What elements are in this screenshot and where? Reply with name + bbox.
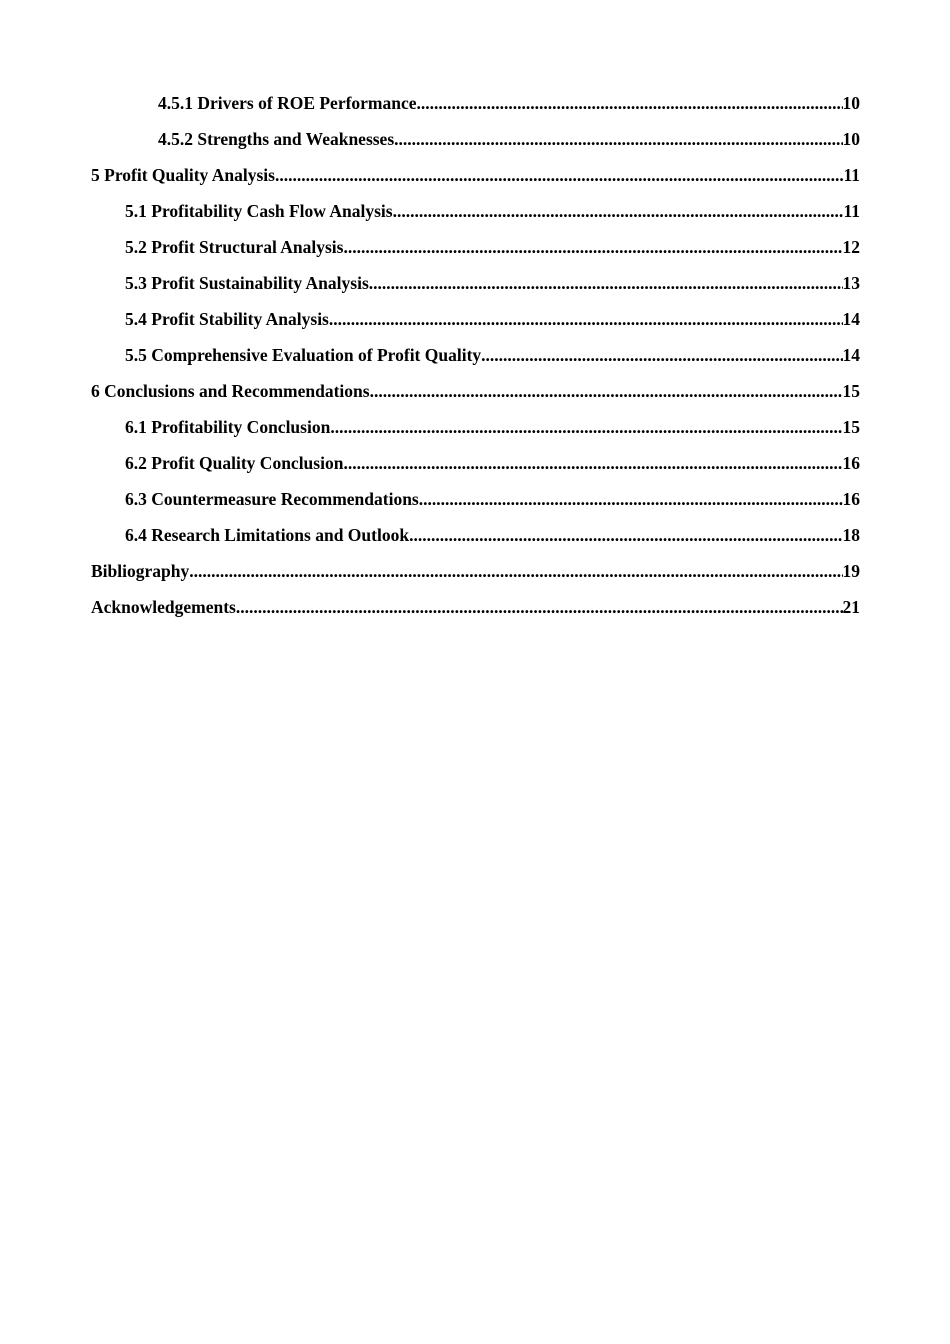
toc-page-number: 16 bbox=[842, 453, 860, 473]
toc-entry-5-3[interactable] bbox=[91, 270, 860, 306]
toc-entry-6-4[interactable] bbox=[91, 522, 860, 558]
toc-dot-leader bbox=[481, 342, 842, 368]
toc-entry-title: 5 Profit Quality Analysis bbox=[91, 165, 275, 185]
toc-dot-leader bbox=[329, 306, 843, 332]
toc-page-number: 10 bbox=[842, 129, 860, 149]
toc-entry-title: 6 Conclusions and Recommendations bbox=[91, 381, 370, 401]
table-of-contents bbox=[91, 90, 860, 630]
toc-page-number: 12 bbox=[842, 237, 860, 257]
toc-dot-leader bbox=[343, 450, 842, 476]
toc-entry-6-3[interactable] bbox=[91, 486, 860, 522]
toc-entry-5-1[interactable] bbox=[91, 198, 860, 234]
toc-page-number: 10 bbox=[842, 93, 860, 113]
toc-page-number: 15 bbox=[842, 381, 860, 401]
toc-entry-5-5[interactable] bbox=[91, 342, 860, 378]
toc-entry-title: 5.2 Profit Structural Analysis bbox=[125, 237, 344, 257]
toc-entry-title: 6.4 Research Limitations and Outlook bbox=[125, 525, 410, 545]
toc-entry-title: 5.3 Profit Sustainability Analysis bbox=[125, 273, 369, 293]
toc-page-number: 21 bbox=[842, 597, 860, 617]
toc-entry-4-5-2[interactable] bbox=[91, 126, 860, 162]
toc-dot-leader bbox=[417, 90, 843, 116]
toc-entry-6[interactable] bbox=[91, 378, 860, 414]
toc-dot-leader bbox=[419, 486, 843, 512]
toc-dot-leader bbox=[236, 594, 843, 620]
toc-dot-leader bbox=[409, 522, 842, 548]
toc-page-number: 15 bbox=[842, 417, 860, 437]
toc-entry-bibliography[interactable] bbox=[91, 558, 860, 594]
toc-entry-title: 6.1 Profitability Conclusion bbox=[125, 417, 331, 437]
toc-entry-acknowledgements[interactable] bbox=[91, 594, 860, 630]
toc-entry-title: 4.5.1 Drivers of ROE Performance bbox=[158, 93, 417, 113]
toc-entry-4-5-1[interactable] bbox=[91, 90, 860, 126]
toc-entry-title: Bibliography bbox=[91, 561, 190, 581]
toc-page-number: 11 bbox=[843, 201, 860, 221]
toc-dot-leader bbox=[394, 126, 842, 152]
toc-page-number: 14 bbox=[842, 309, 860, 329]
toc-entry-6-2[interactable] bbox=[91, 450, 860, 486]
toc-page-number: 14 bbox=[842, 345, 860, 365]
toc-entry-title: 5.5 Comprehensive Evaluation of Profit Quality bbox=[125, 345, 482, 365]
toc-dot-leader bbox=[343, 234, 842, 260]
toc-entry-title: Acknowledgements bbox=[91, 597, 236, 617]
toc-entry-6-1[interactable] bbox=[91, 414, 860, 450]
toc-page-number: 19 bbox=[842, 561, 860, 581]
toc-entry-title: 4.5.2 Strengths and Weaknesses bbox=[158, 129, 395, 149]
toc-dot-leader bbox=[369, 270, 843, 296]
toc-page-number: 18 bbox=[842, 525, 860, 545]
toc-entry-5-2[interactable] bbox=[91, 234, 860, 270]
toc-entry-title: 6.2 Profit Quality Conclusion bbox=[125, 453, 344, 473]
toc-entry-title: 6.3 Countermeasure Recommendations bbox=[125, 489, 419, 509]
toc-entry-5[interactable] bbox=[91, 162, 860, 198]
toc-page-number: 13 bbox=[842, 273, 860, 293]
toc-dot-leader bbox=[370, 378, 843, 404]
toc-entry-title: 5.1 Profitability Cash Flow Analysis bbox=[125, 201, 393, 221]
toc-dot-leader bbox=[330, 414, 842, 440]
toc-page-number: 11 bbox=[843, 165, 860, 185]
toc-page-number: 16 bbox=[842, 489, 860, 509]
toc-dot-leader bbox=[275, 162, 844, 188]
toc-entry-title: 5.4 Profit Stability Analysis bbox=[125, 309, 329, 329]
toc-entry-5-4[interactable] bbox=[91, 306, 860, 342]
toc-dot-leader bbox=[393, 198, 844, 224]
toc-dot-leader bbox=[189, 558, 842, 584]
